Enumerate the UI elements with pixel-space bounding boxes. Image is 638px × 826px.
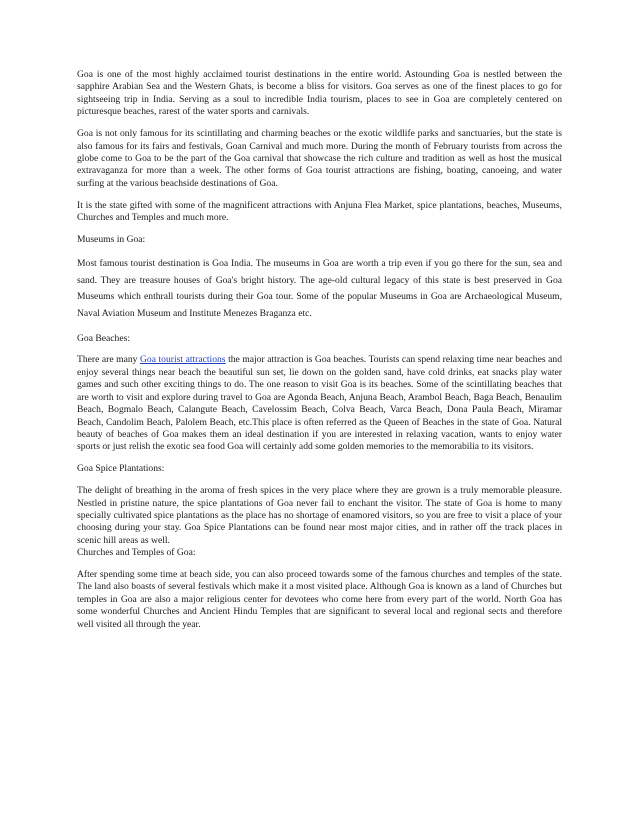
churches-paragraph: After spending some time at beach side, you can also proceed towards some of the famous churches and temples of the state. The land also boasts of several festivals which make it a most visited place. Although Goa is known as a land of Churches but temples in Goa are also a major religious center for devotees who come here from every part of the world. North Goa has some wonderful Churches and Ancient Hindu Temples that are significant to several local and regional sects and therefore well visited all through the year. xyxy=(77,569,562,630)
intro-paragraph: Goa is one of the most highly acclaimed tourist destinations in the entire world. Astounding Goa is nestled between the sapphire Arabian Sea and the Western Ghats, is become a bliss for visitors. Goa serves as one of the finest places to go for sightseeing trip in India. Serving as a soul to incredible India tourism, places to see in Goa are completely centered on picturesque beaches, rarest of the water sports and carnivals. xyxy=(77,69,562,118)
spice-paragraph: The delight of breathing in the aroma of fresh spices in the very place where they are grown is a truly memorable pleasure. Nestled in pristine nature, the spice plantations of Goa never fail to enchant the visitor. The state of Goa is home to many specially cultivated spice plantations as the place has no shortage of enamored visitors, so you are free to visit a place of your choosing during your stay. Goa Spice Plantations can be found near most major cities, and in rather off the track places in scenic hill areas as well. xyxy=(77,485,562,546)
beaches-paragraph xyxy=(77,354,562,453)
churches-heading: Churches and Temples of Goa: xyxy=(77,547,196,559)
festivals-paragraph: Goa is not only famous for its scintillating and charming beaches or the exotic wildlife parks and sanctuaries, but the state is also famous for its fairs and festivals, Goan Carnival and much more. During the month of February tourists from across the globe come to Goa to be the part of the Goa carnival that showcase the rich culture and tradition as well as host the musical extravaganza for more than a week. The other forms of Goa tourist attractions are fishing, boating, canoeing, and water surfing at the various beachside destinations of Goa. xyxy=(77,128,562,189)
attractions-paragraph: It is the state gifted with some of the magnificent attractions with Anjuna Flea Market, spice plantations, beaches, Museums, Churches and Temples and much more. xyxy=(77,199,562,224)
museums-paragraph: Most famous tourist destination is Goa India. The museums in Goa are worth a trip even if you go there for the sun, sea and sand. They are treasure houses of Goa's bright history. The age-old cultural legacy of this state is best preserved in Goa Museums which enthrall tourists during their Goa tour. Some of the popular Museums in Goa are Archaeological Museum, Naval Aviation Museum and Institute Menezes Braganza etc. xyxy=(77,257,562,320)
beaches-text-rest: the major attraction is Goa beaches. Tourists can spend relaxing time near beaches and enjoy several things near beach the beautiful sun set, lie down on the golden sand, have cold drinks, eat snacks play water games and such other exciting things to do. The one reason to visit Goa is its beaches. Some of the scintillating beaches that are worth to visit and explore during travel to Goa are Agonda Beach, Anjuna Beach, Arambol Beach, Baga Beach, Benaulim Beach, Bogmalo Beach, Calangute Beach, Cavelossim Beach, Colva Beach, Varca Beach, Dona Paula Beach, Miramar Beach, Candolim Beach, Palolem Beach, etc.This place is often referred as the Queen of Beaches in the state of Goa. Natural beauty of beaches of Goa makes them an ideal destination if you are interested in relaxing vacation, wants to enjoy water sports or just relish the exotic sea food Goa will certainly add some golden memories to the memorabilia to its visitors. xyxy=(77,354,562,453)
spice-heading: Goa Spice Plantations: xyxy=(77,463,165,475)
goa-tourist-attractions-link[interactable]: Goa tourist attractions xyxy=(140,354,226,366)
beaches-heading: Goa Beaches: xyxy=(77,332,131,344)
beaches-text-start: There are many xyxy=(77,354,140,366)
document-page xyxy=(77,69,562,641)
museums-heading: Museums in Goa: xyxy=(77,233,146,245)
